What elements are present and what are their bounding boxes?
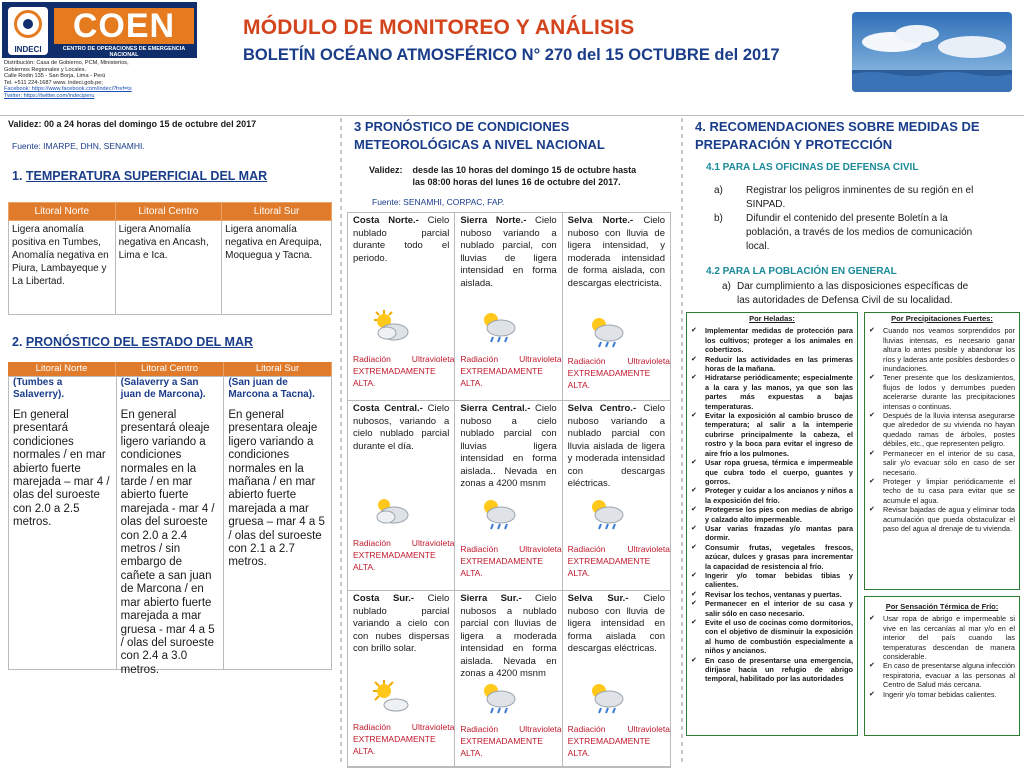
recommendation-item: ✔ Evitar la exposición al cambio brusco de temperatura; al salir a la intemperie cubrirse principalmente la cabeza, el rostro y la boca para evitar el ingreso de aire frío a los pulmones. (687, 411, 853, 458)
sea-section-title (12, 335, 253, 349)
uv-warning: Radiación Ultravioleta EXTREMADAMENTE ALTA. (353, 354, 455, 388)
region-name: Costa Central.- (353, 403, 423, 414)
sea-header-north: Litoral Norte (8, 362, 116, 376)
source-col2: Fuente: SENAMHI, CORPAC, FAP. (372, 197, 505, 207)
sst-header-south: Litoral Sur (222, 203, 332, 221)
recommendation-item: ✔ Usar ropa de abrigo e impermeable si vive en las cercanías al mar y/o en el interior del país cuando las temperaturas descendan de manera considerable. (865, 614, 1015, 661)
bulletin-subtitle: BOLETÍN OCÉANO ATMOSFÉRICO N° 270 del 15 OCTUBRE del 2017 (243, 46, 780, 64)
recommendation-item: ✔ Hidratarse periódicamente; especialmente a la cara y las manos, ya que son las partes más expuestas a bajas temperaturas. (687, 373, 853, 411)
contact-info (4, 60, 204, 100)
validity-text: desde las 10 horas del domingo 15 de octubre hasta las 08:00 horas del lunes 16 de octubre del 2017. (412, 165, 637, 187)
recommendation-item: ✔ Ingerir y/o tomar bebidas calientes. (865, 690, 1015, 699)
facebook-link[interactable]: Facebook: https://www.facebook.com/indeci?fref=ts (4, 86, 132, 93)
recommendation-item: ✔ Revisar los techos, ventanas y puertas. (687, 590, 853, 599)
forecast-text: Cielo nuboso variando a nublado parcial, con lluvias de ligera intensidad en forma aislada. (460, 215, 557, 289)
uv-warning: Radiación Ultravioleta EXTREMADAMENTE ALTA. (353, 538, 455, 572)
sun-rain-icon (477, 495, 517, 531)
heladas-box (686, 312, 858, 736)
sea-ports: (Salaverry a San juan de Marcona). (120, 377, 206, 400)
forecast-cell-sierra-sur (455, 591, 562, 767)
logo-tag: INDECI (14, 45, 42, 54)
contact-line: Distribución: Casa de Gobierno, PCM, Ministerios, (4, 60, 129, 66)
weather-section-title: 3 PRONÓSTICO DE CONDICIONES METEOROLÓGICAS A NIVEL NACIONAL (354, 119, 605, 152)
sea-table-header (8, 362, 332, 376)
uv-warning: Radiación Ultravioleta EXTREMADAMENTE ALTA. (567, 356, 670, 390)
recommendations-title: 4. RECOMENDACIONES SOBRE MEDIDAS DE PREPARACIÓN Y PROTECCIÓN (695, 119, 980, 152)
sun-rain-icon (585, 313, 625, 349)
sea-table-body (8, 376, 332, 676)
indeci-emblem-icon (8, 7, 48, 55)
uv-warning: Radiación Ultravioleta EXTREMADAMENTE ALTA. (460, 544, 562, 578)
list-item (714, 184, 978, 212)
forecast-text: Cielo nuboso con lluvia de ligera intensidad en forma aislada con descargas eléctricas. (567, 593, 665, 654)
sea-header-south: Litoral Sur (224, 362, 332, 376)
sea-header-center: Litoral Centro (116, 362, 224, 376)
sun-rain-icon (585, 679, 625, 715)
sst-section-title (12, 169, 267, 183)
recommendation-item: ✔ Permanecer en el interior de su casa, salir y/o evacuar sólo en caso de ser necesario. (865, 449, 1015, 477)
forecast-text: Cielo nublado parcial variando a cielo con con nubes dispersas con brillo solar. (353, 593, 450, 654)
column-divider (681, 118, 683, 766)
recommendation-item: ✔ Ingerir y/o tomar bebidas tibias y calientes. (687, 571, 853, 590)
logo-word: COEN (54, 8, 194, 44)
sea-forecast: En general presentara oleaje ligero variando a condiciones normales en la mañana / en mar abierto fuerte marejada a mar gruesa – mar 4 a 5 / olas del suroeste con 2.1 a 2.7 metros. (228, 409, 325, 569)
civil-defense-subtitle: 4.1 PARA LAS OFICINAS DE DEFENSA CIVIL (706, 162, 919, 173)
termica-title: Por Sensación Térmica de Frío: (885, 602, 999, 611)
item-label: b) (714, 213, 723, 224)
region-name: Costa Sur.- (353, 593, 415, 604)
uv-warning: Radiación Ultravioleta EXTREMADAMENTE ALTA. (460, 724, 562, 758)
sun-rain-icon (477, 679, 517, 715)
recommendation-item: ✔ En caso de presentarse alguna infección respiratoria, evacuar a las personas al Centro de Salud más cercana. (865, 661, 1015, 689)
contact-line: Tel. +511 224-1687 www. indeci.gob.pe; (4, 79, 103, 86)
sst-num: 1. (12, 169, 23, 183)
forecast-cell-costa-central (348, 401, 455, 591)
recommendation-item: ✔ Usar ropa gruesa, térmica e impermeable que cubra todo el cuerpo, guantes y gorros. (687, 458, 853, 486)
sea-ports: (Tumbes a Salaverry). (13, 377, 65, 400)
item-text: Registrar los peligros inminentes de su región en el SINPAD. (746, 185, 974, 210)
sst-cell-south: Ligera anomalía negativa en Arequipa, Moquegua y Tacna. (222, 221, 332, 315)
sst-table (8, 202, 332, 315)
termica-box (864, 596, 1020, 736)
recommendation-item: ✔ Permanecer en el interior de su casa y salir sólo en caso necesario. (687, 599, 853, 618)
header-divider (0, 115, 1024, 116)
ocean-sky-photo (852, 12, 1012, 92)
precipitaciones-list (865, 326, 1019, 533)
uv-warning: Radiación Ultravioleta EXTREMADAMENTE ALTA. (567, 544, 670, 578)
forecast-text: Cielo nubosos a nublado parcial con lluvias de ligera a moderada intensidad en forma aislada. Nevada en zonas a 4200 msnm (460, 593, 557, 679)
sun-rain-icon (477, 308, 517, 344)
uv-warning: Radiación Ultravioleta EXTREMADAMENTE ALTA. (353, 722, 455, 756)
forecast-cell-selva-norte (563, 213, 670, 401)
cloudy-icon (370, 493, 410, 529)
page-title: MÓDULO DE MONITOREO Y ANÁLISIS (243, 16, 635, 39)
sea-col-south (224, 377, 331, 669)
sea-ports: (San juan de Marcona a Tacna). (228, 377, 315, 400)
forecast-cell-costa-norte (348, 213, 455, 401)
contact-line: Gobiernos Regionales y Locales. (4, 66, 87, 73)
item-label: a) (722, 281, 731, 292)
region-name: Sierra Central.- (460, 403, 531, 414)
recommendation-item: ✔ Tener presente que los deslizamientos, flujos de lodos y derrumbes pueden acelerarse durante las precipitaciones intensas o continuas. (865, 373, 1015, 411)
sea-num: 2. (12, 335, 23, 349)
column-divider (340, 118, 342, 766)
forecast-cell-sierra-norte (455, 213, 562, 401)
sea-col-center (117, 377, 225, 676)
forecast-text: Cielo nuboso con lluvia de ligera intensidad, y moderada intensidad de forma aislada, con descargas electricista. (567, 215, 665, 289)
sst-header-center: Litoral Centro (115, 203, 222, 221)
validity-col2 (369, 164, 643, 188)
forecast-cell-selva-sur (563, 591, 670, 767)
recommendation-item: ✔ Consumir frutas, vegetales frescos, azúcar, dulces y grasas para incrementar la capacidad de resistencia al frío. (687, 543, 853, 571)
recommendation-item: ✔ Proteger y cuidar a los ancianos y niños a la exposición del frío. (687, 486, 853, 505)
sea-col-north (9, 377, 117, 669)
sun-rain-icon (585, 495, 625, 531)
weather-grid (347, 212, 671, 768)
forecast-cell-selva-centro (563, 401, 670, 591)
recommendation-item: ✔ Reducir las actividades en las primeras horas de la mañana. (687, 355, 853, 374)
forecast-cell-sierra-central (455, 401, 562, 591)
item-text: Difundir el contenido del presente Boletín a la población, a través de los medios de comunicación local. (746, 213, 973, 252)
forecast-text: Cielo nuboso variando a nublado parcial con lluvia aislada de ligera y moderada intensidad con descargas eléctricas. (567, 403, 665, 489)
sea-forecast: En general presentará oleaje ligero variando a condiciones normales en la tarde / en mar abierto fuerte marejada - mar 4 / olas del suroeste con 2.0 a 2.4 metros / sin embargo de cañete a san juan de Marcona / en mar abierto fuerte marejada a mar gruesa - mar 4 a 5 / olas del suroeste con 2.4 a 3.0 metros. (120, 409, 215, 676)
sst-header-north: Litoral Norte (9, 203, 116, 221)
region-name: Selva Centro.- (567, 403, 637, 414)
recommendation-item: ✔ Evite el uso de cocinas como dormitorios, con el objetivo de disminuir la exposición al humo de combustión especialmente a niños y ancianos. (687, 618, 853, 656)
forecast-text: Cielo nublado parcial durante todo el periodo. (353, 215, 450, 264)
sst-cell-center: Ligera Anomalía negativa en Ancash, Lima e Ica. (115, 221, 222, 315)
population-subtitle: 4.2 PARA LA POBLACIÓN EN GENERAL (706, 266, 897, 277)
recommendation-item: ✔ Después de la lluvia intensa asegurarse que alrededor de su vivienda no hayan quedado ramas de árboles, postes débiles, etc., que representen peligro. (865, 411, 1015, 449)
contact-line: Calle Rodin 135 - San Borja, Lima - Perú (4, 73, 106, 80)
recommendation-item: ✔ Cuando nos veamos sorprendidos por lluvias intensas, es necesario ganar altura lo antes posible y abandonar los ríos y laderas ante posibles desbordes o inundaciones. (865, 326, 1015, 373)
recommendation-item: ✔ Implementar medidas de protección para los cultivos; proteger a los animales en cobertizos. (687, 326, 853, 354)
source-col1: Fuente: IMARPE, DHN, SENAMHI. (12, 141, 145, 151)
validity-label: Validez: (369, 165, 403, 175)
sst-cell-north: Ligera anomalía positiva en Tumbes, Anomalía negativa en Piura, Lambayeque y La Libertad. (9, 221, 116, 315)
sea-forecast: En general presentará condiciones normales / en mar abierto fuerte marejada – mar 4 / olas del suroeste con 2.0 a 2.5 metros. (13, 409, 110, 529)
list-item (722, 280, 978, 308)
item-text: Dar cumplimiento a las disposiciones específicas de las autoridades de Defensa Civil de su localidad. (737, 281, 969, 306)
forecast-text: Cielo nuboso a cielo nublado parcial con lluvias ligera intensidad en forma aislada.. Nevada en zonas a 4200 msnm (460, 403, 557, 489)
heladas-title: Por Heladas: (749, 314, 795, 323)
sunny-cloud-icon (370, 679, 410, 715)
region-name: Sierra Norte.- (460, 215, 527, 226)
region-name: Selva Norte.- (567, 215, 634, 226)
uv-warning: Radiación Ultravioleta EXTREMADAMENTE ALTA. (460, 354, 562, 388)
recommendation-item: ✔ Revisar bajadas de agua y eliminar toda acumulación que pueda obstaculizar el paso del agua al drenaje de tu vivienda. (865, 505, 1015, 533)
termica-list (865, 614, 1019, 699)
sst-title: TEMPERATURA SUPERFICIAL DEL MAR (25, 169, 268, 183)
precipitaciones-title: Por Precipitaciones Fuertes: (891, 314, 993, 323)
recommendation-item: ✔ Usar varias frazadas y/o mantas para dormir. (687, 524, 853, 543)
forecast-text: Cielo nubosos, variando a cielo nublado parcial durante el día. (353, 403, 450, 452)
item-label: a) (714, 185, 723, 196)
civil-defense-list (714, 184, 978, 254)
region-name: Costa Norte.- (353, 215, 419, 226)
forecast-cell-costa-sur (348, 591, 455, 767)
validity-col1: Validez: 00 a 24 horas del domingo 15 de octubre del 2017 (8, 119, 257, 129)
coen-logo (2, 2, 197, 58)
logo-subtitle: CENTRO DE OPERACIONES DE EMERGENCIA NACIONAL (62, 46, 186, 58)
population-list (722, 280, 978, 308)
region-name: Selva Sur.- (567, 593, 629, 604)
list-item (714, 212, 978, 254)
uv-warning: Radiación Ultravioleta EXTREMADAMENTE ALTA. (567, 724, 670, 758)
twitter-link[interactable]: Twitter: https://twitter.com/indeciperu (4, 92, 95, 99)
sea-title: PRONÓSTICO DEL ESTADO DEL MAR (25, 335, 254, 349)
region-name: Sierra Sur.- (460, 593, 522, 604)
recommendation-item: ✔ En caso de presentarse una emergencia, diríjase hacia un refugio de abrigo temporal, habilitado por las autoridades (687, 656, 853, 684)
precipitaciones-box (864, 312, 1020, 590)
recommendation-item: ✔ Proteger y limpiar periódicamente el techo de tu casa para evitar que se acumule el agua. (865, 477, 1015, 505)
sun-cloud-icon (370, 308, 410, 344)
recommendation-item: ✔ Protegerse los pies con medias de abrigo y calzado alto impermeable. (687, 505, 853, 524)
heladas-list (687, 326, 857, 683)
